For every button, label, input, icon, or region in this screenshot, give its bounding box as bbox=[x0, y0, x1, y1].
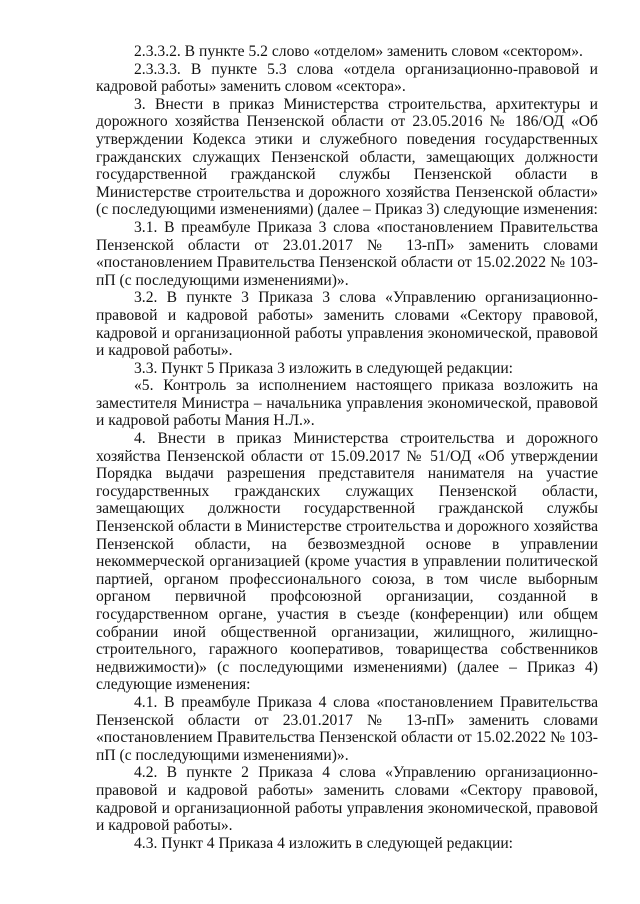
paragraph-3-3: 3.3. Пункт 5 Приказа 3 изложить в следующей редакции: bbox=[134, 359, 513, 377]
paragraph-3-2: 3.2. В пункте 3 Приказа 3 слова «Управлению организационно-правовой и кадровой работы» заменить словами «Сектору правовой, кадровой и организационной работы управления экономической, правовой и кадровой работы». bbox=[96, 289, 598, 360]
paragraph-4-3: 4.3. Пункт 4 Приказа 4 изложить в следующей редакции: bbox=[134, 834, 513, 852]
paragraph-2-3-3-2: 2.3.3.2. В пункте 5.2 слово «отделом» заменить словом «сектором». bbox=[134, 43, 583, 60]
paragraph-2-3-3-3: 2.3.3.3. В пункте 5.3 слова «отдела организационно-правовой и кадровой работы» заменить словом «сектора». bbox=[96, 60, 598, 96]
paragraph-quote-5: «5. Контроль за исполнением настоящего приказа возложить на заместителя Министра – начальника управления экономической, правовой и кадровой работы Мания Н.Л.». bbox=[96, 377, 598, 430]
paragraph-4: 4. Внести в приказ Министерства строительства и дорожного хозяйства Пензенской области от 15.09.2017 № 51/ОД «Об утверждении Порядка выдачи разрешения представителя нанимателя на участие государственных гражданских служащих Пензенской области, замещающих должности государственной гражданской службы Пензенской области в Министерстве строительства и дорожного хозяйства Пензенской области, на безвозмездной основе в управлении некоммерческой организацией (кроме участия в управлении политической партией, органом профессионального союза, в том числе выборным органом первичной профсоюзной организации, созданной в государственном органе, участия в съезде (конференции) или общем собрании иной общественной организации, жилищного, жилищно-строительного, гаражного кооперативов, товарищества собственников недвижимости)» (с последующими изменениями) (далее – Приказ 4) следующие изменения: bbox=[96, 430, 598, 694]
paragraph-4-1: 4.1. В преамбуле Приказа 4 слова «постановлением Правительства Пензенской области от 23.01.2017 № 13-пП» заменить словами «постановлением Правительства Пензенской области от 15.02.2022 № 103-пП (с последующими изменениями)». bbox=[96, 693, 598, 764]
paragraph-3: 3. Внести в приказ Министерства строительства, архитектуры и дорожного хозяйства Пензенской области от 23.05.2016 № 186/ОД «Об утверждении Кодекса этики и служебного поведения государственных гражданских служащих Пензенской области, замещающих должности государственной гражданской службы Пензенской области в Министерстве строительства и дорожного хозяйства Пензенской области» (с последующими изменениями) (далее – Приказ 3) следующие изменения: bbox=[96, 95, 598, 219]
paragraph-3-1: 3.1. В преамбуле Приказа 3 слова «постановлением Правительства Пензенской области от 23.01.2017 № 13-пП» заменить словами «постановлением Правительства Пензенской области от 15.02.2022 № 103-пП (с последующими изменениями)». bbox=[96, 218, 598, 289]
paragraph-4-2: 4.2. В пункте 2 Приказа 4 слова «Управлению организационно-правовой и кадровой работы» заменить словами «Сектору правовой, кадровой и организационной работы управления экономической, правовой и кадровой работы». bbox=[96, 764, 598, 835]
